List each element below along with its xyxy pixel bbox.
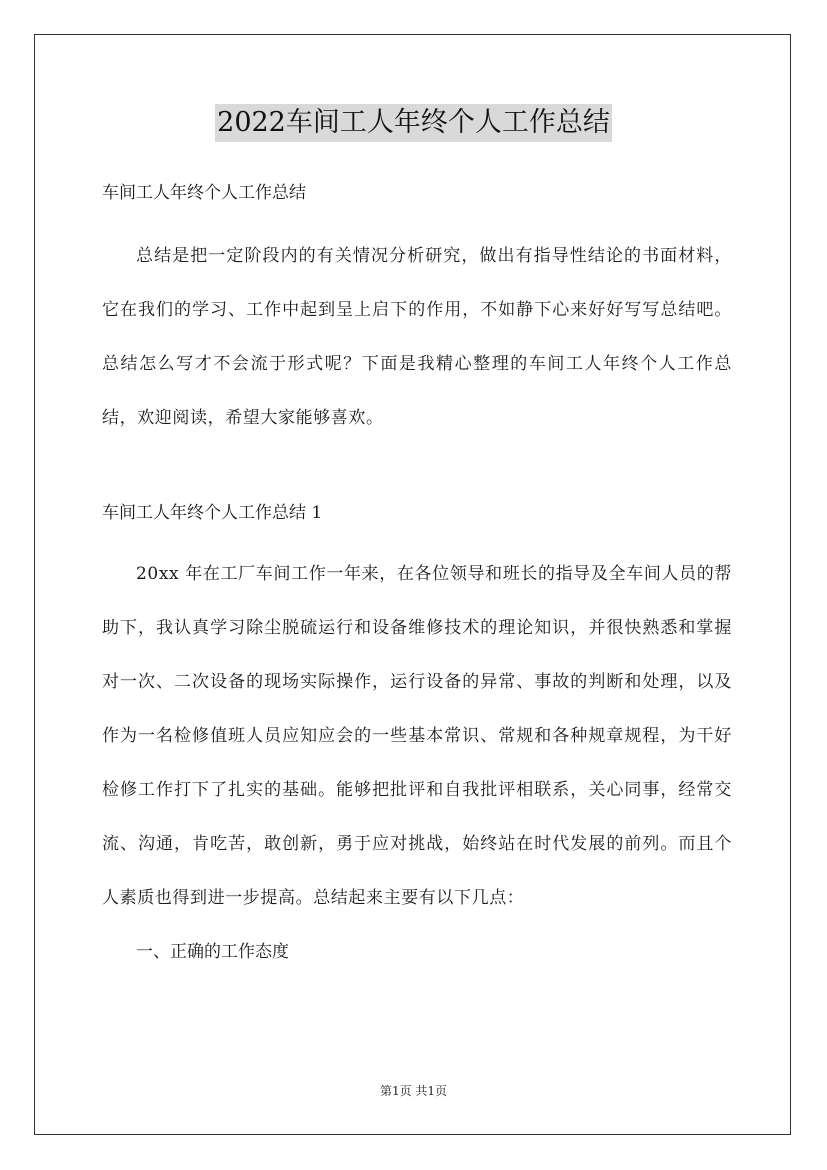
page-footer: 第1页 共1页 [379,1084,448,1098]
intro-heading: 车间工人年终个人工作总结 [102,183,306,203]
section-1-paragraph: 20xx 年在工厂车间工作一年来，在各位领导和班长的指导及全车间人员的帮助下，我认真学习除尘脱硫运行和设备维修技术的理论知识，并很快熟悉和掌握对一次、二次设备的现场实际操作，运行设备的异常、事故的判断和处理，以及作为一名检修值班人员应知应会的一些基本常识、常规和各种规章规程，为干好检修工作打下了扎实的基础。能够把批评和自我批评相联系，关心同事，经常交流、沟通，肯吃苦，敢创新，勇于应对挑战，始终站在时代发展的前列。而且个人素质也得到进一步提高。总结起来主要有以下几点： [102,564,732,908]
subheading-correct-attitude: 一、正确的工作态度 [136,942,289,962]
section-1-heading: 车间工人年终个人工作总结 1 [102,503,323,523]
document-title: 2022车间工人年终个人工作总结 [215,104,612,142]
title-container [0,104,827,142]
intro-paragraph: 总结是把一定阶段内的有关情况分析研究，做出有指导性结论的书面材料，它在我们的学习、工作中起到呈上启下的作用，不如静下心来好好写写总结吧。总结怎么写才不会流于形式呢？下面是我精心整理的车间工人年终个人工作总结，欢迎阅读，希望大家能够喜欢。 [102,246,732,428]
document-body [102,175,732,979]
